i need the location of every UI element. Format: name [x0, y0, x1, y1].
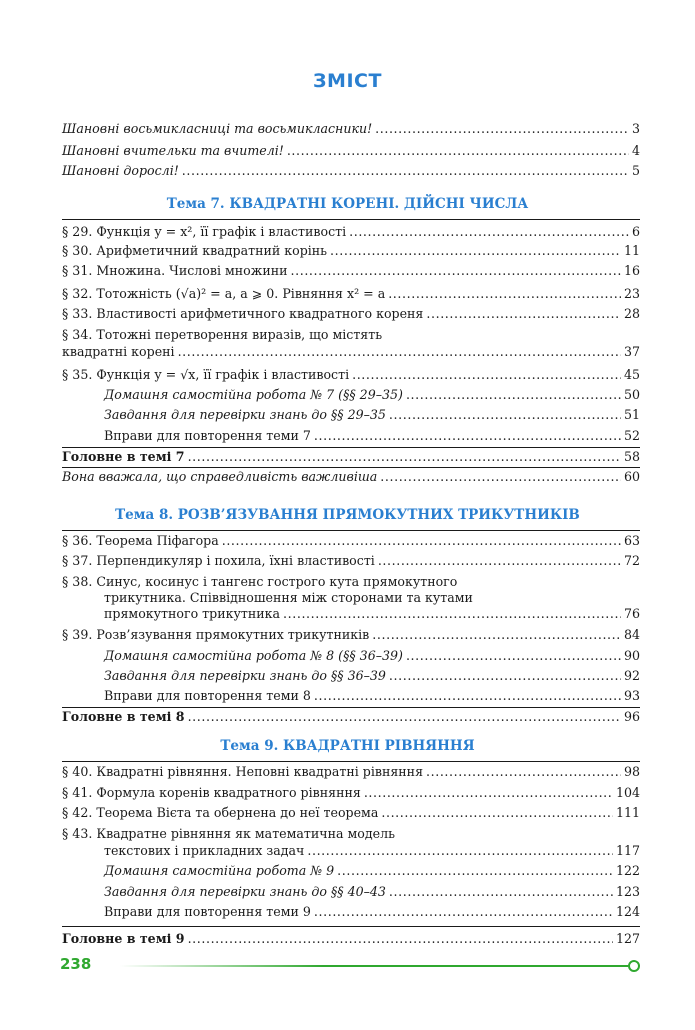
entry-page: 58: [623, 449, 640, 464]
entry-page: 104: [615, 785, 640, 800]
page-title: ЗМІСТ: [313, 70, 382, 92]
toc-entry[interactable]: [62, 532, 640, 550]
entry-title: § 35. Функція y = √x, її графік і властивості: [62, 367, 350, 382]
toc-subentry[interactable]: [104, 406, 640, 424]
toc-entry[interactable]: [62, 285, 640, 303]
toc-entry[interactable]: [104, 605, 640, 623]
divider: [62, 219, 640, 220]
entry-title: § 37. Перпендикуляр і похила, їхні властивості: [62, 553, 375, 568]
entry-page: 124: [615, 904, 640, 919]
entry-title: Домашня самостійна робота № 9: [104, 863, 335, 878]
entry-title: Шановні восьмикласниці та восьмикласники!: [62, 121, 373, 136]
entry-title: прямокутного трикутника: [104, 606, 281, 621]
entry-page: 76: [623, 606, 640, 621]
toc-entry[interactable]: [62, 708, 640, 726]
toc-entry[interactable]: [62, 784, 640, 802]
leader-dots: [287, 142, 629, 160]
entry-page: 127: [615, 931, 640, 946]
topic-8-heading: Тема 8. РОЗВ’ЯЗУВАННЯ ПРЯМОКУТНИХ ТРИКУТНИКІВ: [115, 507, 580, 523]
entry-title: Головне в темі 7: [62, 449, 185, 464]
toc-entry[interactable]: [62, 626, 640, 644]
entry-title: § 42. Теорема Вієта та обернена до неї теорема: [62, 805, 379, 820]
entry-page: 60: [623, 469, 640, 484]
divider: [62, 761, 640, 762]
toc-subentry[interactable]: [104, 427, 640, 445]
leader-dots: [307, 842, 613, 860]
entry-page: 23: [623, 286, 640, 301]
leader-dots: [389, 406, 621, 424]
toc-entry-line: § 34. Тотожні перетворення виразів, що містять: [62, 327, 383, 342]
entry-title: § 31. Множина. Числові множини: [62, 263, 288, 278]
entry-title: § 36. Теорема Піфагора: [62, 533, 219, 548]
leader-dots: [182, 162, 629, 180]
entry-page: 63: [623, 533, 640, 548]
toc-entry[interactable]: [62, 366, 640, 384]
toc-entry[interactable]: [62, 223, 640, 241]
entry-title: Головне в темі 9: [62, 931, 185, 946]
leader-dots: [291, 262, 621, 280]
entry-title: § 39. Розв’язування прямокутних трикутників: [62, 627, 370, 642]
leader-dots: [188, 930, 613, 948]
entry-page: 4: [631, 143, 640, 158]
circle-icon: [628, 960, 640, 972]
entry-title: Завдання для перевірки знань до §§ 40–43: [104, 884, 386, 899]
leader-dots: [406, 647, 621, 665]
entry-title: Домашня самостійна робота № 8 (§§ 36–39): [104, 648, 403, 663]
leader-dots: [378, 552, 621, 570]
leader-dots: [330, 242, 621, 260]
entry-page: 111: [615, 805, 640, 820]
entry-page: 84: [623, 627, 640, 642]
toc-entry[interactable]: [62, 120, 640, 138]
leader-dots: [426, 305, 621, 323]
toc-entry-line: § 38. Синус, косинус і тангенс гострого кута прямокутного: [62, 574, 458, 589]
leader-dots: [337, 862, 613, 880]
leader-dots: [389, 667, 621, 685]
entry-title: § 41. Формула коренів квадратного рівняння: [62, 785, 361, 800]
toc-entry[interactable]: [62, 930, 640, 948]
toc-entry[interactable]: [62, 305, 640, 323]
entry-page: 117: [615, 843, 640, 858]
leader-dots: [406, 386, 621, 404]
entry-page: 6: [631, 224, 640, 239]
toc-entry-line: трикутника. Співвідношення між сторонами та кутами: [104, 590, 473, 605]
entry-page: 93: [623, 688, 640, 703]
entry-title: Вправи для повторення теми 9: [104, 904, 311, 919]
entry-title: Шановні дорослі!: [62, 163, 179, 178]
entry-page: 28: [623, 306, 640, 321]
toc-entry-line: § 43. Квадратне рівняння як математична модель: [62, 826, 395, 841]
toc-entry[interactable]: [62, 763, 640, 781]
toc-entry[interactable]: [62, 242, 640, 260]
leader-dots: [178, 343, 621, 361]
entry-title: Вона вважала, що справедливість важливіша: [62, 469, 378, 484]
toc-subentry[interactable]: [104, 667, 640, 685]
leader-dots: [349, 223, 629, 241]
leader-dots: [314, 903, 613, 921]
entry-title: § 32. Тотожність (√a)² = a, a ⩾ 0. Рівняння x² = a: [62, 286, 386, 301]
entry-title: Домашня самостійна робота № 7 (§§ 29–35): [104, 387, 403, 402]
entry-title: Завдання для перевірки знань до §§ 36–39: [104, 668, 386, 683]
toc-subentry[interactable]: [104, 687, 640, 705]
toc-entry[interactable]: [62, 552, 640, 570]
entry-page: 37: [623, 344, 640, 359]
entry-page: 5: [631, 163, 640, 178]
toc-entry[interactable]: [62, 262, 640, 280]
entry-title: Головне в темі 8: [62, 709, 185, 724]
leader-dots: [283, 605, 621, 623]
leader-dots: [222, 532, 621, 550]
toc-entry[interactable]: [62, 468, 640, 486]
toc-subentry[interactable]: [104, 903, 640, 921]
toc-entry[interactable]: [62, 142, 640, 160]
leader-dots: [314, 427, 621, 445]
entry-page: 98: [623, 764, 640, 779]
toc-entry[interactable]: [62, 804, 640, 822]
leader-dots: [375, 120, 629, 138]
toc-subentry[interactable]: [104, 862, 640, 880]
entry-title: Завдання для перевірки знань до §§ 29–35: [104, 407, 386, 422]
leader-dots: [364, 784, 613, 802]
entry-title: § 30. Арифметичний квадратний корінь: [62, 243, 328, 258]
entry-page: 72: [623, 553, 640, 568]
entry-page: 122: [615, 863, 640, 878]
toc-entry[interactable]: [62, 448, 640, 466]
entry-title: текстових і прикладних задач: [104, 843, 305, 858]
toc-subentry[interactable]: [104, 386, 640, 404]
toc-entry[interactable]: [62, 343, 640, 361]
entry-page: 51: [623, 407, 640, 422]
toc-entry[interactable]: [104, 842, 640, 860]
leader-dots: [188, 448, 621, 466]
entry-page: 16: [623, 263, 640, 278]
toc-subentry[interactable]: [104, 647, 640, 665]
topic-9-heading: Тема 9. КВАДРАТНІ РІВНЯННЯ: [220, 738, 475, 754]
entry-title: § 33. Властивості арифметичного квадратного кореня: [62, 306, 424, 321]
footer-rule: [120, 965, 628, 967]
entry-page: 50: [623, 387, 640, 402]
entry-page: 11: [623, 243, 640, 258]
leader-dots: [352, 366, 621, 384]
leader-dots: [380, 468, 621, 486]
entry-title: § 29. Функція y = x², її графік і властивості: [62, 224, 347, 239]
entry-title: квадратні корені: [62, 344, 175, 359]
entry-page: 123: [615, 884, 640, 899]
leader-dots: [188, 708, 621, 726]
entry-title: Вправи для повторення теми 7: [104, 428, 311, 443]
leader-dots: [381, 804, 613, 822]
divider: [62, 530, 640, 531]
topic-7-heading: Тема 7. КВАДРАТНІ КОРЕНІ. ДІЙСНІ ЧИСЛА: [166, 196, 529, 212]
entry-page: 45: [623, 367, 640, 382]
entry-title: Шановні вчительки та вчителі!: [62, 143, 284, 158]
entry-page: 90: [623, 648, 640, 663]
leader-dots: [426, 763, 621, 781]
leader-dots: [314, 687, 621, 705]
entry-page: 92: [623, 668, 640, 683]
divider: [62, 926, 640, 927]
entry-page: 3: [631, 121, 640, 136]
toc-entry[interactable]: [62, 162, 640, 180]
entry-page: 52: [623, 428, 640, 443]
toc-subentry[interactable]: [104, 883, 640, 901]
leader-dots: [372, 626, 621, 644]
entry-page: 96: [623, 709, 640, 724]
entry-title: § 40. Квадратні рівняння. Неповні квадратні рівняння: [62, 764, 424, 779]
leader-dots: [388, 285, 621, 303]
page-number: 238: [60, 955, 92, 973]
entry-title: Вправи для повторення теми 8: [104, 688, 311, 703]
leader-dots: [389, 883, 613, 901]
